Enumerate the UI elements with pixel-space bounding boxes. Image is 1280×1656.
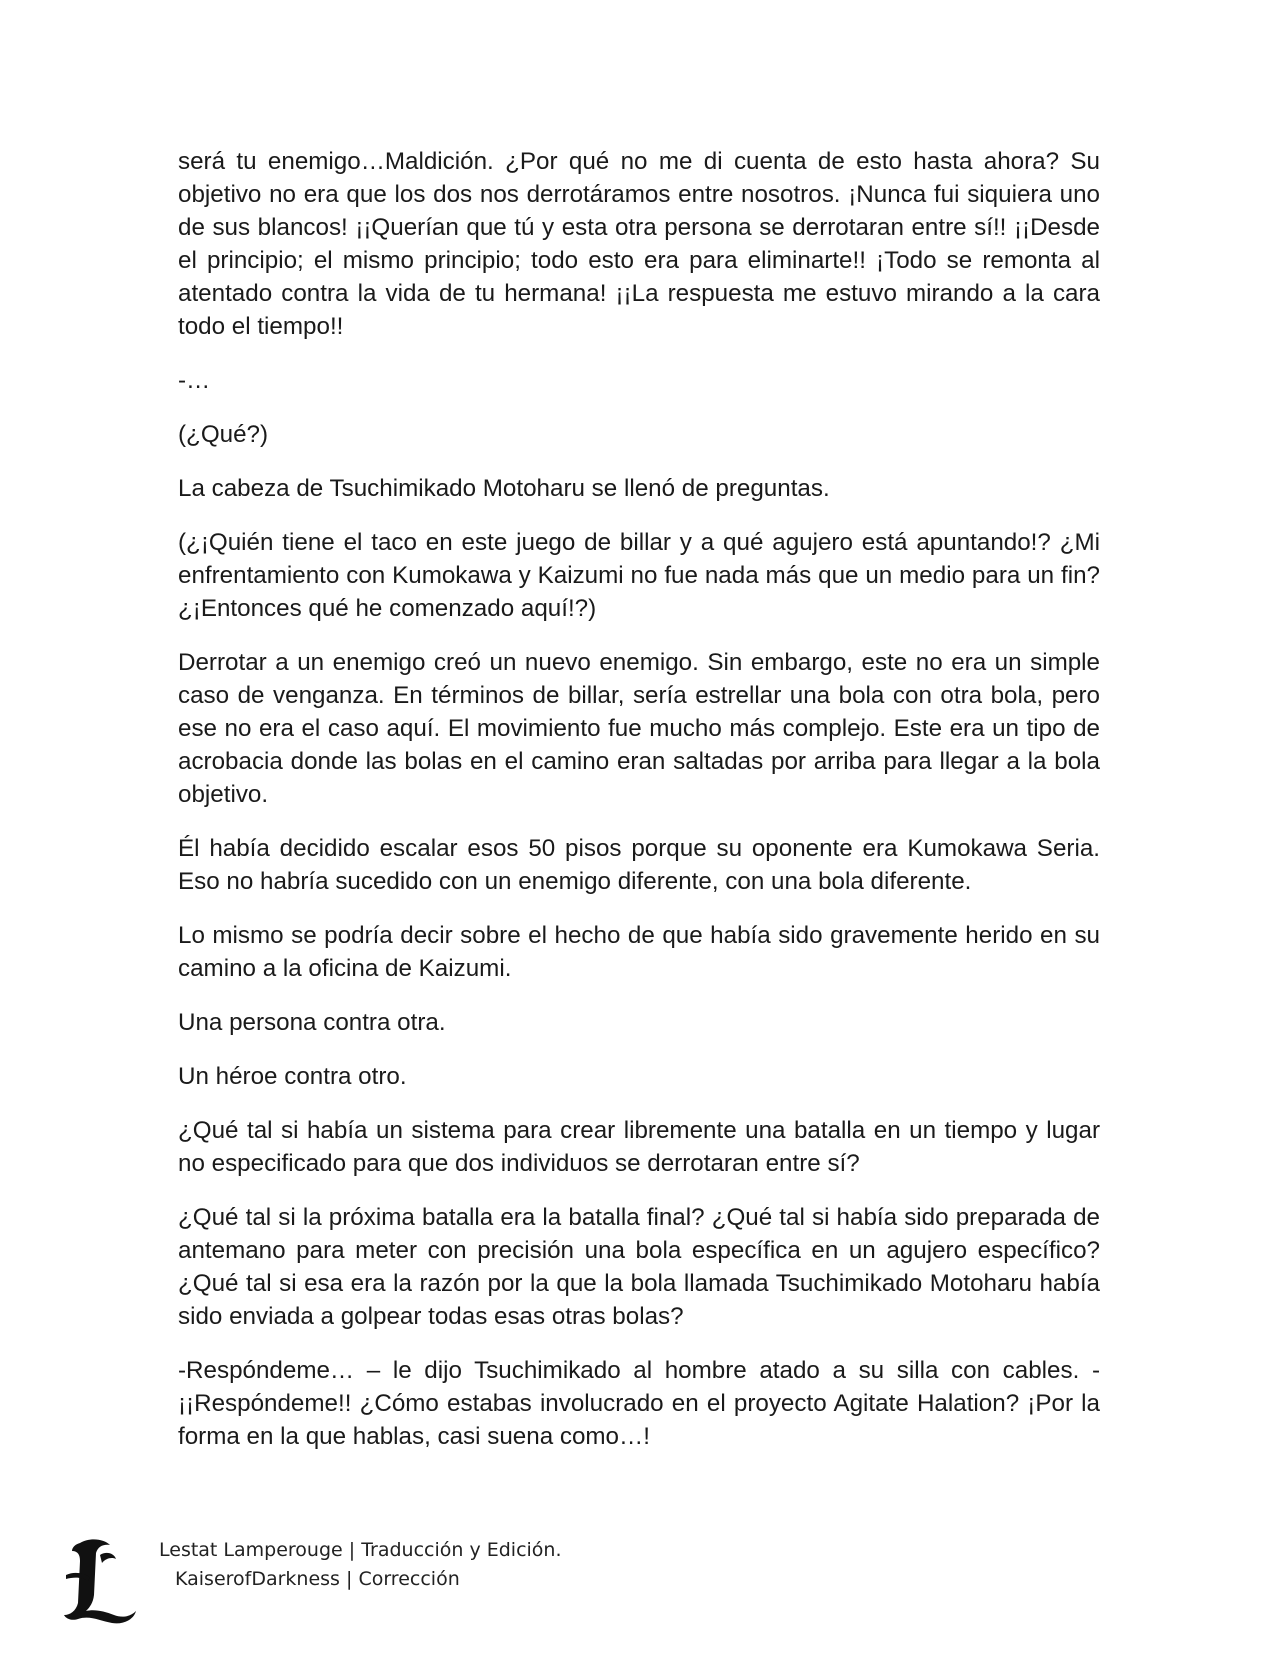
gothic-L-logo-icon [60,1535,140,1625]
paragraph: ¿Qué tal si la próxima batalla era la batalla final? ¿Qué tal si había sido preparada de antemano para meter con precisión una bola específica en un agujero específico? ¿Qué tal si esa era la razón por la que la bola llamada Tsuchimikado Motoharu había sido enviada a golpear todas esas otras bolas? [178,1204,1100,1330]
paragraph: -Respóndeme… – le dijo Tsuchimikado al hombre atado a su silla con cables. -¡¡Respóndeme!! ¿Cómo estabas involucrado en el proyecto Agitate Halation? ¡Por la forma en la que hablas, casi suena como…! [178,1357,1100,1450]
paragraph: (¿¡Quién tiene el taco en este juego de billar y a qué agujero está apuntando!? ¿Mi enfrentamiento con Kumokawa y Kaizumi no fue nada más que un medio para un fin? ¿¡Entonces qué he comenzado aquí!?) [178,529,1100,622]
paragraph: La cabeza de Tsuchimikado Motoharu se llenó de preguntas. [178,475,830,502]
page-footer [60,1535,760,1645]
credits [159,1536,562,1594]
page-body [178,145,1100,1474]
credit-translation: Lestat Lamperouge | Traducción y Edición. [159,1539,562,1561]
paragraph: Lo mismo se podría decir sobre el hecho de que había sido gravemente herido en su camino a la oficina de Kaizumi. [178,922,1100,982]
paragraph: -… [178,367,211,394]
paragraph: Derrotar a un enemigo creó un nuevo enemigo. Sin embargo, este no era un simple caso de venganza. En términos de billar, sería estrellar una bola con otra bola, pero ese no era el caso aquí. El movimiento fue mucho más complejo. Este era un tipo de acrobacia donde las bolas en el camino eran saltadas por arriba para llegar a la bola objetivo. [178,649,1100,808]
paragraph: ¿Qué tal si había un sistema para crear libremente una batalla en un tiempo y lugar no especificado para que dos individuos se derrotaran entre sí? [178,1117,1100,1177]
paragraph: Un héroe contra otro. [178,1063,407,1090]
paragraph: será tu enemigo…Maldición. ¿Por qué no me di cuenta de esto hasta ahora? Su objetivo no era que los dos nos derrotáramos entre nosotros. ¡Nunca fui siquiera uno de sus blancos! ¡¡Querían que tú y esta otra persona se derrotaran entre sí!! ¡¡Desde el principio; el mismo principio; todo esto era para eliminarte!! ¡Todo se remonta al atentado contra la vida de tu hermana! ¡¡La respuesta me estuvo mirando a la cara todo el tiempo!! [178,148,1100,340]
paragraph: (¿Qué?) [178,421,269,448]
credit-correction: KaiserofDarkness | Corrección [175,1568,460,1590]
paragraph: Él había decidido escalar esos 50 pisos porque su oponente era Kumokawa Seria. Eso no habría sucedido con un enemigo diferente, con una bola diferente. [178,835,1100,895]
paragraph: Una persona contra otra. [178,1009,446,1036]
